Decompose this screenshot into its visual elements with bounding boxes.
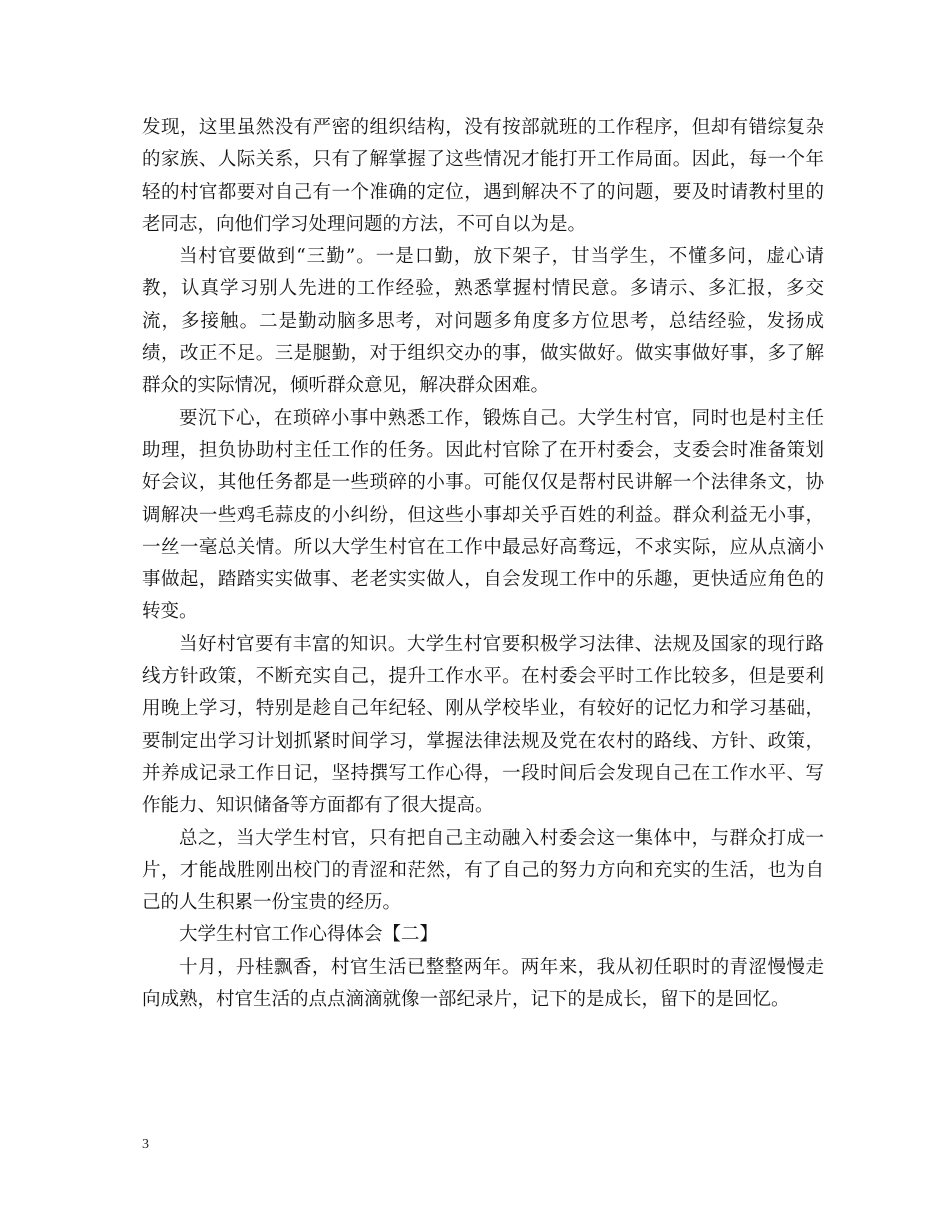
body-text [142, 112, 824, 1016]
section-heading: 大学生村官工作心得体会【二】 [179, 924, 439, 946]
paragraph: 十月，丹桂飘香，村官生活已整整两年。两年来，我从初任职时的青涩慢慢走向成熟，村官生活的点点滴滴就像一部纪录片，记下的是成长，留下的是回忆。 [142, 956, 824, 1011]
paragraph: 总之，当大学生村官，只有把自己主动融入村委会这一集体中，与群众打成一片，才能战胜刚出校门的青涩和茫然，有了自己的努力方向和充实的生活，也为自己的人生积累一份宝贵的经历。 [142, 827, 824, 914]
paragraph: 当好村官要有丰富的知识。大学生村官要积极学习法律、法规及国家的现行路线方针政策，不断充实自己，提升工作水平。在村委会平时工作比较多，但是要利用晚上学习，特别是趁自己年纪轻、刚从学校毕业，有较好的记忆力和学习基础，要制定出学习计划抓紧时间学习，掌握法律法规及党在农村的路线、方针、政策，并养成记录工作日记，坚持撰写工作心得，一段时间后会发现自己在工作水平、写作能力、知识储备等方面都有了很大提高。 [142, 633, 824, 817]
paragraph: 当村官要做到“三勤”。一是口勤，放下架子，甘当学生，不懂多问，虚心请教，认真学习别人先进的工作经验，熟悉掌握村情民意。多请示、多汇报，多交流，多接触。二是勤动脑多思考，对问题多角度多方位思考，总结经验，发扬成绩，改正不足。三是腿勤，对于组织交办的事，做实做好。做实事做好事，多了解群众的实际情况，倾听群众意见，解决群众困难。 [142, 246, 824, 397]
paragraph: 发现，这里虽然没有严密的组织结构，没有按部就班的工作程序，但却有错综复杂的家族、人际关系，只有了解掌握了这些情况才能打开工作局面。因此，每一个年轻的村官都要对自己有一个准确的定位，遇到解决不了的问题，要及时请教村里的老同志，向他们学习处理问题的方法，不可自以为是。 [142, 117, 824, 235]
page-number: 3 [142, 1137, 149, 1152]
paragraph: 要沉下心，在琐碎小事中熟悉工作，锻炼自己。大学生村官，同时也是村主任助理，担负协助村主任工作的任务。因此村官除了在开村委会，支委会时准备策划好会议，其他任务都是一些琐碎的小事。可能仅仅是帮村民讲解一个法律条文，协调解决一些鸡毛蒜皮的小纠纷，但这些小事却关乎百姓的利益。群众利益无小事，一丝一毫总关情。所以大学生村官在工作中最忌好高骛远，不求实际，应从点滴小事做起，踏踏实实做事、老老实实做人，自会发现工作中的乐趣，更快适应角色的转变。 [142, 407, 824, 623]
